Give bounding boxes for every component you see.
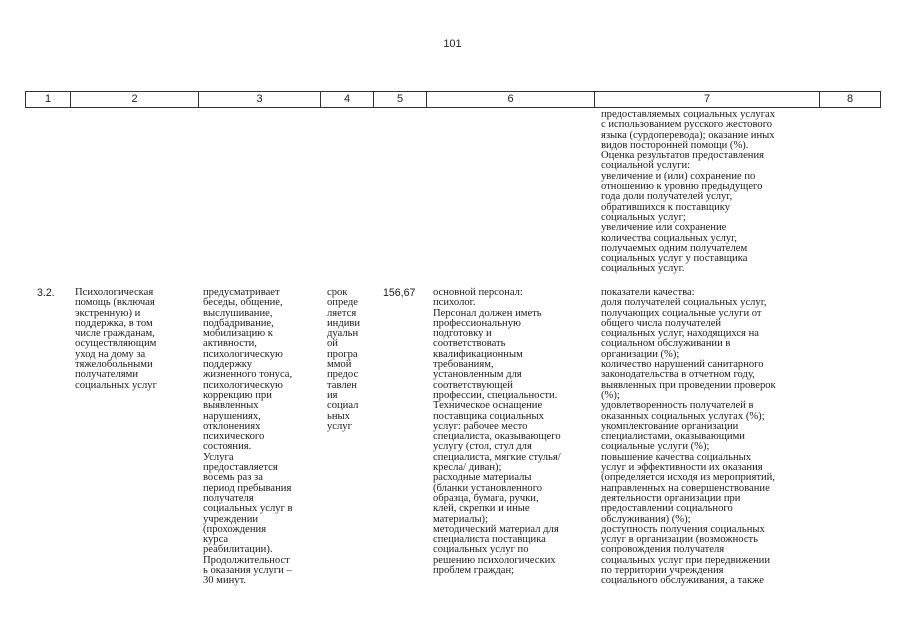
row-number: 3.2. [37,287,55,299]
text-line: ляется [327,307,357,319]
text-line: показатели качества: [601,287,695,298]
column-number-4: 4 [321,92,374,108]
text-line: (бланки установленного [433,482,543,494]
text-line: укомплектование организации [601,420,739,432]
text-line: удовлетворенность получателей в [601,400,754,412]
text-line: социальной услуги: [601,160,691,172]
text-line: законодательства в отчетном году, [601,369,755,381]
text-line: предусматривает [203,287,280,298]
text-line: социал [327,400,359,412]
text-line: выявленных [203,400,259,412]
text-line: повышение качества социальных [601,451,752,463]
text-line: получающих социальные услуги от [601,307,762,319]
text-line: социальных услуг при передвижении [601,554,771,566]
text-line: осуществляющим [75,338,157,350]
text-line: отношению к уровню предыдущего [601,181,763,193]
text-line: кресла/ диван); [433,462,502,474]
text-line: оказанных социальных услугах (%); [601,410,765,422]
text-line: (прохождения [203,523,267,535]
text-line: социальных услуг у поставщика [601,253,748,265]
text-line: предос [327,369,359,381]
text-line: ой [327,338,338,350]
text-line: предоставляется [203,462,278,474]
text-line: соответствующей [433,379,513,391]
text-line: по территории учреждения [601,565,724,577]
text-line: (определяется исходя из мероприятий, [601,472,775,484]
text-line: специалиста поставщика [433,534,546,546]
text-line: психологическую [203,348,283,360]
text-line: социальные услуги (%); [601,441,710,453]
text-line: получателя [203,492,254,504]
service-description [203,288,293,587]
text-line: поставщика социальных [433,410,544,422]
text-line: требованиям, [433,359,494,371]
text-line: коррекцию при [203,389,272,401]
column-number-header [25,91,881,108]
text-line: нарушениях, [203,410,261,422]
text-line: получателями [75,369,139,381]
text-line: опреде [327,297,358,309]
text-line: выслушивание, [203,307,273,319]
text-line: социальных услуг по [433,544,529,556]
text-line: подготовку и [433,328,492,340]
text-line: числе гражданам, [75,328,155,340]
text-line: социальных услуг; [601,211,686,223]
text-line: восемь раз за [203,472,263,484]
text-line: помощь (включая [75,297,155,309]
text-line: услуг: рабочее место [433,420,528,432]
page-number: 101 [443,38,462,50]
text-line: экстренную) и [75,307,141,319]
text-line: Продолжительност [203,554,290,566]
text-line: состояния. [203,441,252,453]
text-line: с использованием русского жестового [601,119,773,131]
text-line: соответствовать [433,338,506,350]
text-line: клей, скрепки и иные [433,503,530,515]
text-line: социальных услуг [75,379,157,391]
text-line: психического [203,431,265,443]
text-line: подбадривание, [203,317,274,329]
text-line: услуг [327,420,352,432]
text-line: курса [203,534,229,546]
text-line: (%); [601,389,620,401]
text-line: психологическую [203,379,283,391]
text-line: индиви [327,317,361,329]
text-line: профессии, специальности. [433,389,558,401]
text-line: Психологическая [75,287,154,298]
text-line: 30 минут. [203,575,247,587]
text-line: видов посторонней помощи (%). [601,139,749,151]
text-line: учреждении [203,513,259,525]
column-number-6: 6 [427,92,595,108]
text-line: направленных на совершенствование [601,482,770,494]
column-number-3: 3 [199,92,321,108]
quality-indicators [601,288,776,587]
service-name [75,288,157,391]
text-line: профессиональную [433,317,521,329]
text-line: социальных услуг, находящихся на [601,328,759,340]
text-line: количество нарушений санитарного [601,359,764,371]
text-line: доля получателей социальных услуг, [601,297,767,309]
text-line: специалиста, мягкие стулья/ [433,451,561,463]
text-line: доступность получения социальных [601,523,765,535]
text-line: деятельности организации при [601,492,741,504]
text-line: мобилизацию к [203,328,273,340]
service-tariff: 156,67 [383,287,416,299]
text-line: материалы); [433,513,489,525]
column-number-7: 7 [595,92,820,108]
text-line: уход на дому за [75,348,146,360]
column-number-1: 1 [26,92,71,108]
text-line: дуальн [327,328,359,340]
text-line: года доли получателей услуг, [601,191,733,203]
text-line: расходные материалы [433,472,532,484]
text-line: Услуга [203,451,234,463]
text-line: установленным для [433,369,522,381]
text-line: социальном обслуживании в [601,338,731,350]
text-line: специалистами, оказывающими [601,431,745,443]
text-line: основной персонал: [433,287,523,298]
text-line: поддержка, в том [75,317,153,329]
text-line: образца, бумага, ручки, [433,492,539,504]
column-number-8: 8 [820,92,881,108]
column-number-2: 2 [71,92,199,108]
text-line: услуг и эффективности их оказания [601,462,763,474]
text-line: поддержку [203,359,253,371]
text-line: ммой [327,359,352,371]
text-line: Персонал должен иметь [433,307,542,319]
text-line: програ [327,348,358,360]
text-line: увеличение или сохранение [601,222,727,234]
service-term [327,288,360,432]
text-line: ьных [327,410,350,422]
text-line: специалиста, оказывающего [433,431,561,443]
text-line: период пребывания [203,482,292,494]
text-line: Оценка результатов предоставления [601,150,764,162]
text-line: методический материал для [433,523,559,535]
continuation-quality-text [601,110,775,275]
text-line: тяжелобольными [75,359,153,371]
text-line: срок [327,287,348,298]
text-line: отклонениях [203,420,261,432]
text-line: решению психологических [433,554,556,566]
text-line: предоставляемых социальных услугах [601,109,776,120]
text-line: социальных услуг в [203,503,293,515]
text-line: выявленных при проведении проверок [601,379,776,391]
text-line: услуг в организации (возможность [601,534,758,546]
text-line: получаемых одним получателем [601,242,748,254]
text-line: социального обслуживания, а также [601,575,764,587]
text-line: общего числа получателей [601,317,722,329]
text-line: Техническое оснащение [433,400,543,412]
text-line: психолог. [433,297,476,309]
text-line: услугу (стол, стул для [433,441,532,453]
text-line: проблем граждан; [433,565,515,577]
text-line: беседы, общение, [203,297,283,309]
column-number-5: 5 [374,92,427,108]
text-line: социальных услуг. [601,263,685,275]
text-line: тавлен [327,379,357,391]
text-line: реабилитации). [203,544,273,556]
text-line: увеличение и (или) сохранение по [601,170,756,182]
text-line: количества социальных услуг, [601,232,737,244]
text-line: ия [327,389,338,401]
text-line: предоставлении социального [601,503,733,515]
service-conditions [433,288,561,576]
text-line: организации (%); [601,348,680,360]
text-line: активности, [203,338,257,350]
text-line: квалификационным [433,348,523,360]
text-line: языка (сурдоперевода); оказание иных [601,129,775,141]
text-line: обратившихся к поставщику [601,201,731,213]
text-line: сопровождения получателя [601,544,725,556]
header-row [26,92,881,108]
text-line: жизненного тонуса, [203,369,293,381]
text-line: обслуживания) (%); [601,513,691,525]
text-line: ь оказания услуги – [203,565,292,577]
